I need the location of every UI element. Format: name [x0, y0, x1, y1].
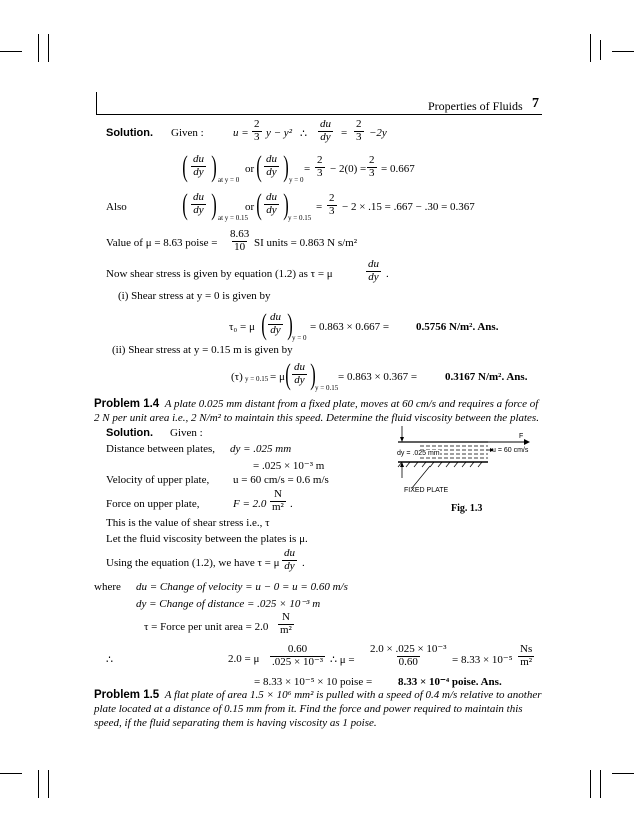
- fixed-plate: [398, 462, 488, 467]
- du-dy-5: $\frac{du}{dy}$: [266, 191, 277, 216]
- crop-mark-tl-h: [0, 51, 22, 52]
- mu-result: = 8.33 × 10⁻⁵: [452, 654, 513, 666]
- eq-lhs: 2.0 = μ: [228, 653, 260, 665]
- tau0-rhs: = 0.863 × 0.667 =: [310, 321, 390, 333]
- y015: y = 0.15: [288, 214, 312, 222]
- paren-close-4: ): [283, 188, 289, 221]
- paren-close-6: ): [310, 358, 316, 391]
- two-thirds-2: $\frac{2}{3}$: [317, 154, 323, 179]
- page-number: 7: [532, 96, 539, 111]
- eq-sign-1: =: [341, 127, 348, 139]
- y015-b: y = 0.15: [315, 384, 339, 392]
- also-label: Also: [106, 201, 127, 213]
- two-thirds-4: $\frac{2}{3}$: [329, 192, 335, 217]
- force-units: $\frac{N}{\text{m²}}$: [272, 488, 284, 513]
- force-val: F = 2.0: [233, 498, 267, 510]
- paren-open-6: (: [285, 358, 291, 391]
- eq-sign-3: =: [316, 201, 323, 213]
- final-answer: 8.33 × 10⁻⁴ poise. Ans.: [398, 676, 502, 688]
- dy-bottom-arrow: [400, 462, 404, 478]
- dist-val2: = .025 × 10⁻³ m: [253, 460, 325, 472]
- tau0: τ₀ = μ: [229, 321, 255, 333]
- force-label: Force on upper plate,: [106, 498, 200, 510]
- tau0-answer: 0.5756 N/m². Ans.: [416, 321, 499, 333]
- running-head: Properties of Fluids: [428, 99, 523, 113]
- dot-3: .: [302, 557, 305, 569]
- header-rule: [96, 114, 542, 115]
- problem-1-5: [94, 688, 544, 730]
- crop-mark-tr-h: [612, 51, 634, 52]
- therefore-2: ∴: [106, 654, 113, 666]
- final-line: = 8.33 × 10⁻⁵ × 10 poise =: [254, 676, 373, 688]
- therefore-1: ∴: [300, 128, 307, 140]
- y0-b: y = 0: [292, 334, 307, 342]
- dy-def: dy = Change of distance = .025 × 10⁻³ m: [136, 598, 321, 610]
- fig-caption: Fig. 1.3: [451, 503, 483, 514]
- fixed-plate-leader: [412, 466, 430, 488]
- du-dy-1: $\frac{du}{dy}$: [320, 118, 331, 143]
- given-label: Given :: [171, 127, 204, 139]
- crop-mark-bl-v2: [48, 770, 49, 798]
- mu-value-a: Value of μ = 8.63 poise =: [106, 237, 218, 249]
- paren-open-3: (: [182, 188, 188, 221]
- paren-close-5: ): [287, 308, 293, 341]
- y0: y = 0: [289, 176, 304, 184]
- p14-solution-label: Solution.: [106, 427, 154, 439]
- fig-u-label: u = 60 cm/s: [492, 447, 529, 454]
- fig-fixed-label: FIXED PLATE: [404, 487, 449, 494]
- dy-top-arrow: [400, 426, 404, 442]
- rhs-1: −2y: [369, 127, 387, 139]
- shear-text: Now shear stress is given by equation (1.2) as τ = μ: [106, 268, 333, 280]
- du-dy-7: $\frac{du}{dy}$: [270, 311, 281, 336]
- crop-mark-tr-v2: [600, 40, 601, 60]
- dot-1: .: [386, 268, 389, 280]
- or-2: or: [245, 201, 255, 213]
- problem-1-4-label: Problem 1.4: [94, 398, 160, 410]
- force-arrow: [488, 439, 530, 445]
- using-eq: Using the equation (1.2), we have τ = μ: [106, 557, 280, 569]
- paren-open-5: (: [261, 308, 267, 341]
- crop-mark-br-h: [612, 773, 634, 774]
- rhs3: − 2 × .15 = .667 − .30 = 0.367: [342, 201, 475, 213]
- part-i-text: (i) Shear stress at y = 0 is given by: [118, 290, 271, 302]
- paren-close-3: ): [211, 188, 217, 221]
- tau015-answer: 0.3167 N/m². Ans.: [445, 371, 528, 383]
- tau015-mu: = μ: [270, 371, 285, 383]
- eq-fraction: $\frac{0.60}{\text{.025 × 10⁻³}}$: [272, 643, 324, 668]
- shear-note: This is the value of shear stress i.e., τ: [106, 517, 270, 529]
- fig-dy-label: dy = .025 mm: [397, 450, 440, 457]
- crop-mark-tl-v2: [48, 34, 49, 62]
- part-ii-text: (ii) Shear stress at y = 0.15 m is given by: [112, 344, 293, 356]
- figure-1-3: [390, 424, 540, 510]
- u-def: u =: [233, 127, 249, 139]
- crop-mark-br-v: [590, 770, 591, 798]
- dot-2: .: [290, 498, 293, 510]
- mu-value-b: SI units = 0.863 N s/m²: [254, 237, 358, 249]
- p14-given: Given :: [170, 427, 203, 439]
- tau015-rhs: = 0.863 × 0.367 =: [338, 371, 418, 383]
- crop-mark-br-v2: [600, 770, 601, 798]
- fig-f-label: F: [519, 433, 524, 440]
- rhs2-a: − 2(0) =: [330, 163, 367, 175]
- crop-mark-bl-v: [38, 770, 39, 798]
- du-dy-9: $\frac{du}{dy}$: [284, 547, 295, 572]
- paren-open-2: (: [256, 150, 262, 183]
- vel-val: u = 60 cm/s = 0.6 m/s: [233, 474, 329, 486]
- problem-1-5-text: A flat plate of area 1.5 × 10⁶ mm² is pulled with a speed of 0.4 m/s relative to another plate located at a distance of 0.15 mm from it. Find the force and power required to maintain this speed, if the fluid separating them is having viscosity as 1 poise.: [94, 689, 542, 729]
- u-fraction: $\frac{2}{3}$: [254, 118, 260, 143]
- where-label: where: [94, 581, 121, 593]
- du-dy-3: $\frac{du}{dy}$: [266, 153, 277, 178]
- dist-label: Distance between plates,: [106, 443, 216, 455]
- crop-mark-tr-v: [590, 34, 591, 62]
- crop-mark-bl-h: [0, 773, 22, 774]
- ns-units: $\frac{Ns}{\text{m²}}$: [520, 643, 533, 668]
- mu-fraction: $\frac{8.63}{10}$: [230, 228, 250, 253]
- tau-def-units: $\frac{N}{\text{m²}}$: [280, 611, 292, 636]
- u-rest: y − y²: [266, 127, 292, 139]
- at-y0: at y = 0: [218, 176, 240, 184]
- tau015: (τ): [231, 371, 243, 383]
- at-y015: at y = 0.15: [218, 214, 248, 222]
- two-thirds-1: $\frac{2}{3}$: [356, 118, 362, 143]
- crop-mark-tl-v: [38, 34, 39, 62]
- du-def: du = Change of velocity = u − 0 = u = 0.60 m/s: [136, 581, 348, 593]
- dist-val: dy = .025 mm: [230, 443, 292, 455]
- problem-1-4: [94, 397, 544, 425]
- problem-1-5-label: Problem 1.5: [94, 689, 160, 701]
- header-left-rule: [96, 92, 97, 114]
- rhs2-b: = 0.667: [381, 163, 415, 175]
- paren-open-1: (: [182, 150, 188, 183]
- tau015-sub: y = 0.15: [245, 375, 269, 383]
- find-note: Let the fluid viscosity between the plates is μ.: [106, 533, 308, 545]
- du-dy-8: $\frac{du}{dy}$: [294, 361, 305, 386]
- vel-label: Velocity of upper plate,: [106, 474, 210, 486]
- paren-open-4: (: [256, 188, 262, 221]
- tau-def: τ = Force per unit area = 2.0: [144, 621, 269, 633]
- du-dy-2: $\frac{du}{dy}$: [193, 153, 204, 178]
- two-thirds-3: $\frac{2}{3}$: [369, 154, 375, 179]
- paren-close-2: ): [283, 150, 289, 183]
- du-dy-6: $\frac{du}{dy}$: [368, 258, 379, 283]
- problem-1-4-text: A plate 0.025 mm distant from a fixed plate, moves at 60 cm/s and requires a force of 2 N per unit area i.e., 2 N/m² to maintain this speed. Determine the fluid viscosity between the plates.: [94, 398, 539, 424]
- eq-sign-2: =: [304, 163, 311, 175]
- mu-fraction-2: $\frac{\text{2.0 × .025 × 10⁻³}}{0.60}$: [370, 643, 447, 668]
- du-dy-4: $\frac{du}{dy}$: [193, 191, 204, 216]
- paren-close-1: ): [211, 150, 217, 183]
- solution-label: Solution.: [106, 127, 154, 139]
- or-1: or: [245, 163, 255, 175]
- mu-is: ∴ μ =: [330, 654, 355, 666]
